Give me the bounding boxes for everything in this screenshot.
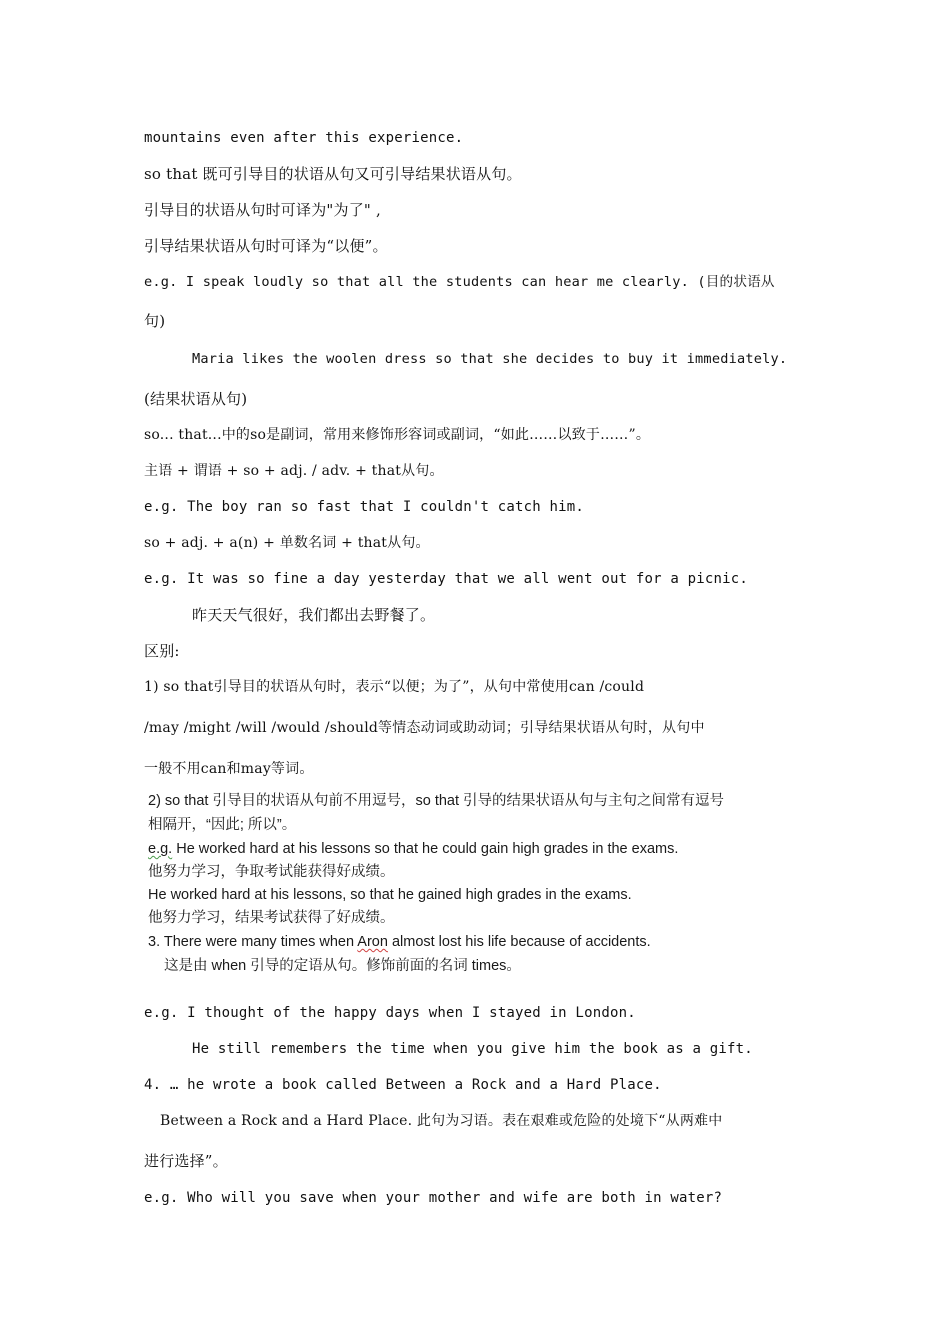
text-line: so... that...中的so是副词，常用来修饰形容词或副词，“如此……以致于……”。 bbox=[144, 427, 651, 443]
image-text-line bbox=[148, 932, 651, 952]
image-text-line bbox=[148, 839, 678, 859]
text-line: e.g. It was so fine a day yesterday that we all went out for a picnic. bbox=[144, 571, 749, 587]
image-text-line: 2) so that 引导目的状语从句前不用逗号，so that 引导的结果状语从句与主句之间常有逗号 bbox=[148, 793, 725, 809]
image-text-line: 他努力学习，争取考试能获得好成绩。 bbox=[148, 864, 395, 880]
text-line: 昨天天气很好，我们都出去野餐了。 bbox=[192, 606, 436, 624]
image-text-line: 他努力学习，结果考试获得了好成绩。 bbox=[148, 910, 395, 926]
text-line: 引导目的状语从句时可译为"为了" , bbox=[144, 201, 381, 219]
image-text-line: 相隔开，“因此; 所以”。 bbox=[148, 817, 297, 833]
text-line: so + adj. + a(n) + 单数名词 + that从句。 bbox=[144, 535, 430, 551]
text-line: 4. … he wrote a book called Between a Rock and a Hard Place. bbox=[144, 1077, 662, 1093]
text-line: /may /might /will /would /should等情态动词或助动词；引导结果状语从句时，从句中 bbox=[144, 720, 705, 736]
text-line: Between a Rock and a Hard Place. 此句为习语。表在艰难或危险的处境下“从两难中 bbox=[160, 1113, 723, 1129]
image-text-span: 3. There were many times when bbox=[148, 934, 358, 950]
text-line: 句) bbox=[144, 312, 166, 330]
text-line: 引导结果状语从句时可译为“以便”。 bbox=[144, 237, 388, 255]
text-line: e.g. The boy ran so fast that I couldn't catch him. bbox=[144, 499, 585, 515]
text-line: 进行选择”。 bbox=[144, 1152, 228, 1170]
image-text-line: He worked hard at his lessons, so that he gained high grades in the exams. bbox=[148, 887, 632, 903]
text-line: 主语 + 谓语 + so + adj. / adv. + that从句。 bbox=[144, 463, 444, 479]
text-line: e.g. Who will you save when your mother and wife are both in water? bbox=[144, 1190, 723, 1206]
text-line: e.g. I speak loudly so that all the students can hear me clearly. (目的状语从 bbox=[144, 274, 775, 290]
image-text-span: almost lost his life because of accidents. bbox=[387, 934, 651, 950]
text-line: He still remembers the time when you give him the book as a gift. bbox=[192, 1041, 753, 1057]
text-line: Maria likes the woolen dress so that she decides to buy it immediately. bbox=[192, 351, 788, 367]
text-line: 一般不用can和may等词。 bbox=[144, 761, 314, 777]
misspelled-word: Aron bbox=[357, 934, 388, 950]
text-line: 1) so that引导目的状语从句时，表示“以便；为了”，从句中常使用can /could bbox=[144, 679, 645, 695]
text-line: 区别: bbox=[144, 642, 180, 660]
eg-label: e.g. bbox=[148, 841, 173, 857]
image-text-span: He worked hard at his lessons so that he could gain high grades in the exams. bbox=[172, 841, 679, 857]
embedded-note-image bbox=[144, 786, 784, 982]
text-line: mountains even after this experience. bbox=[144, 130, 464, 146]
image-text-line: 这是由 when 引导的定语从句。修饰前面的名词 times。 bbox=[164, 958, 521, 974]
text-line: so that 既可引导目的状语从句又可引导结果状语从句。 bbox=[144, 165, 522, 183]
text-line: (结果状语从句) bbox=[144, 390, 248, 408]
text-line: e.g. I thought of the happy days when I stayed in London. bbox=[144, 1005, 636, 1021]
